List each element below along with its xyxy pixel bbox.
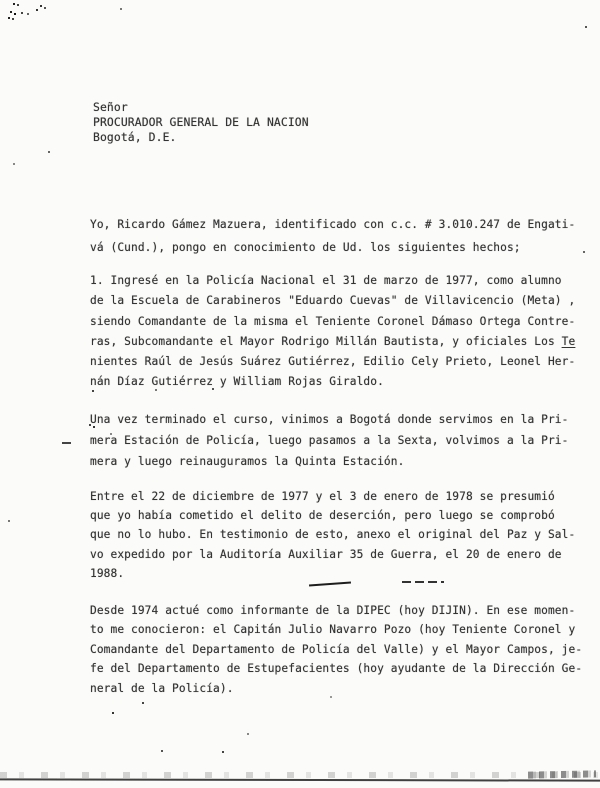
paragraph-stations <box>90 409 595 472</box>
text-line: mera Estación de Policía, luego pasamos a la Sexta, volvimos a la Pri- <box>90 434 569 447</box>
paragraph-introduction <box>90 213 595 259</box>
text-line: PROCURADOR GENERAL DE LA NACION <box>93 115 309 130</box>
paragraph-desertion <box>90 487 595 583</box>
text-line: fe del Departamento de Estupefacientes (hoy ayudante de la Dirección Ge- <box>90 662 583 676</box>
text-line: nientes Raúl de Jesús Suárez Gutiérrez, Edilio Cely Prieto, Leonel Her- <box>90 355 576 369</box>
text-line: Bogotá, D.E. <box>93 130 177 145</box>
text-line: que no lo hubo. En testimonio de esto, anexo el original del Paz y Sal- <box>90 528 576 542</box>
text-line: vá (Cund.), pongo en conocimiento de Ud. los siguientes hechos; <box>90 241 521 254</box>
scan-noise-specks <box>0 0 2 2</box>
text-line: Entre el 22 de diciembre de 1977 y el 3 de enero de 1978 se presumió <box>90 490 555 503</box>
text-line: mera y luego reinauguramos la Quinta Estación. <box>90 455 405 468</box>
text-line: neral de la Policía). <box>90 681 234 695</box>
text-line: vo expedido por la Auditoría Auxiliar 35 de Guerra, el 20 de enero de <box>90 547 562 561</box>
text-line: 1988. <box>90 566 125 580</box>
text-line: Desde 1974 actué como informante de la DIPEC (hoy DIJIN). En ese momen- <box>90 604 576 617</box>
text-line: 1. Ingresé en la Policía Nacional el 31 de marzo de 1977, como alumno <box>90 274 562 287</box>
text-line: Comandante del Departamento de Policía del Valle) y el Mayor Campos, je- <box>90 642 583 656</box>
text-line: Señor <box>93 100 128 114</box>
text-line: to me conocieron: el Capitán Julio Navarro Pozo (hoy Teniente Coronel y <box>90 623 576 637</box>
paragraph-item-1 <box>90 271 595 393</box>
text-line: Yo, Ricardo Gámez Mazuera, identificado con c.c. # 3.010.247 de Engati- <box>90 218 576 231</box>
text-line: de la Escuela de Carabineros "Eduardo Cuevas" de Villavicencio (Meta) , <box>90 294 576 308</box>
text-line: que yo había cometido el delito de deserción, pero luego se comprobó <box>90 509 555 523</box>
underlined-text: Te <box>561 334 576 348</box>
scan-smudge-bottom-right <box>528 770 596 778</box>
recipient-address-block <box>93 100 598 146</box>
scan-edge-line <box>0 778 600 781</box>
scan-smudge-bottom <box>0 772 600 778</box>
text-line: siendo Comandante de la misma el Teniente Coronel Dámaso Ortega Contre- <box>90 314 576 328</box>
text-line: nán Díaz Gutiérrez y William Rojas Giraldo. <box>90 375 384 389</box>
text-line: Una vez terminado el curso, vinimos a Bogotá donde servimos en la Pri- <box>90 413 569 426</box>
text-line: ras, Subcomandante el Mayor Rodrigo Millán Bautista, y oficiales Los Te <box>90 334 576 348</box>
paragraph-dipec <box>90 601 595 698</box>
scan-mark-left-margin <box>62 442 71 444</box>
